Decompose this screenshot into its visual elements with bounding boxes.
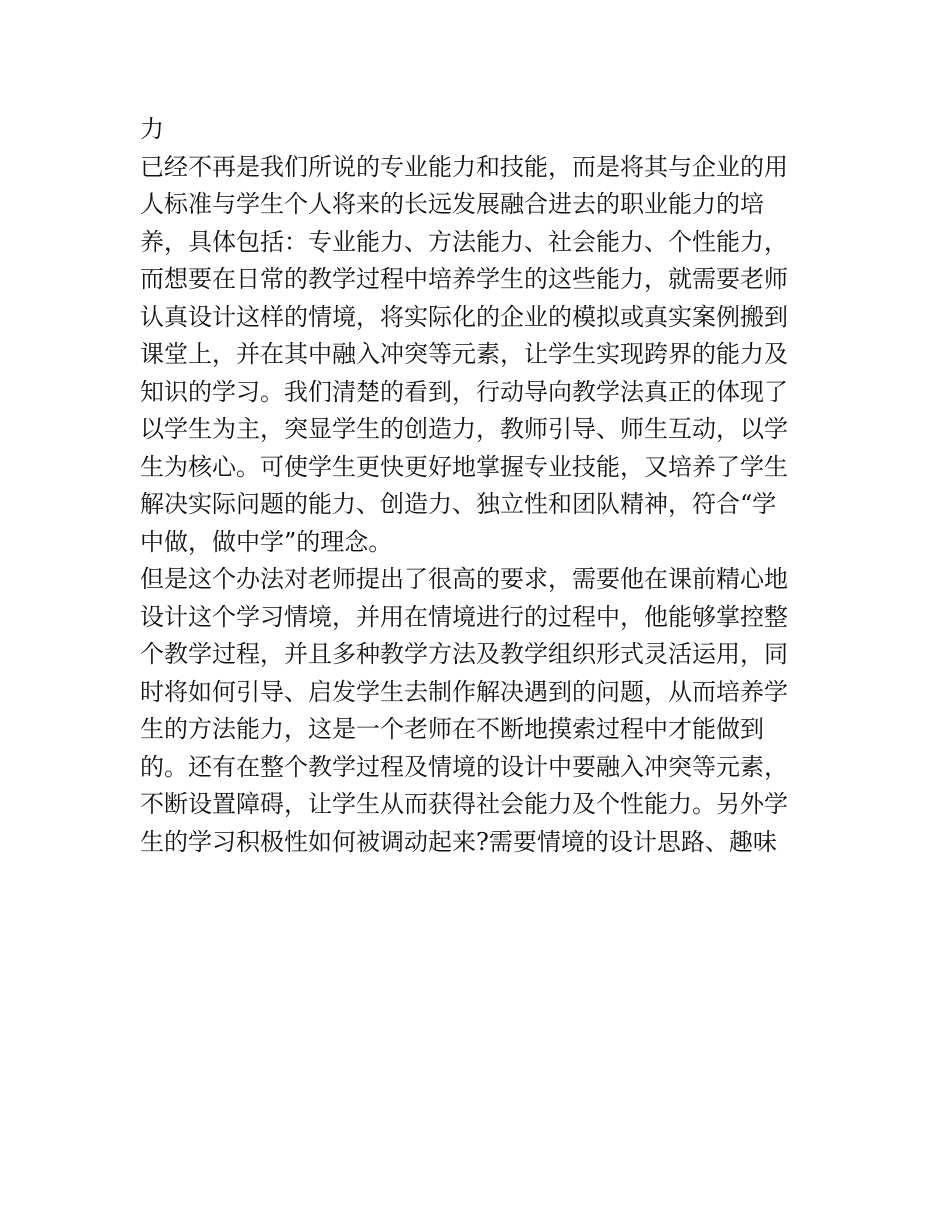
text-line: 个教学过程，并且多种教学方法及教学组织形式灵活运用，同: [140, 640, 788, 668]
body-text: [140, 111, 820, 861]
text-line: 而想要在日常的教学过程中培养学生的这些能力，就需要老师: [140, 265, 788, 293]
text-line: 不断设置障碍，让学生从而获得社会能力及个性能力。另外学: [140, 790, 788, 818]
text-line: 养，具体包括：专业能力、方法能力、社会能力、个性能力，: [140, 227, 788, 256]
text-line: 解决实际问题的能力、创造力、独立性和团队精神，符合“学: [140, 490, 777, 518]
text-line: 以学生为主，突显学生的创造力，教师引导、师生互动，以学: [140, 415, 788, 443]
text-line: 的。还有在整个教学过程及情境的设计中要融入冲突等元素，: [140, 752, 788, 781]
text-line: 生的方法能力，这是一个老师在不断地摸索过程中才能做到: [140, 715, 764, 743]
text-line: 认真设计这样的情境，将实际化的企业的模拟或真实案例搬到: [140, 302, 788, 331]
text-line: 设计这个学习情境，并用在情境进行的过程中，他能够掌控整: [140, 602, 788, 631]
text-line: 已经不再是我们所说的专业能力和技能，而是将其与企业的用: [140, 152, 788, 181]
text-line: 课堂上，并在其中融入冲突等元素，让学生实现跨界的能力及: [140, 340, 788, 368]
text-line: 人标准与学生个人将来的长远发展融合进去的职业能力的培: [140, 190, 764, 218]
text-line: 生的学习积极性如何被调动起来?需要情境的设计思路、趣味: [140, 827, 777, 856]
text-line: 生为核心。可使学生更快更好地掌握专业技能，又培养了学生: [140, 452, 788, 481]
text-line: 力: [140, 115, 164, 143]
text-line: 中做，做中学”的理念。: [140, 527, 393, 556]
text-line: 时将如何引导、启发学生去制作解决遇到的问题，从而培养学: [140, 677, 788, 706]
text-line: 但是这个办法对老师提出了很高的要求，需要他在课前精心地: [140, 565, 788, 593]
text-line: 知识的学习。我们清楚的看到，行动导向教学法真正的体现了: [140, 377, 788, 406]
